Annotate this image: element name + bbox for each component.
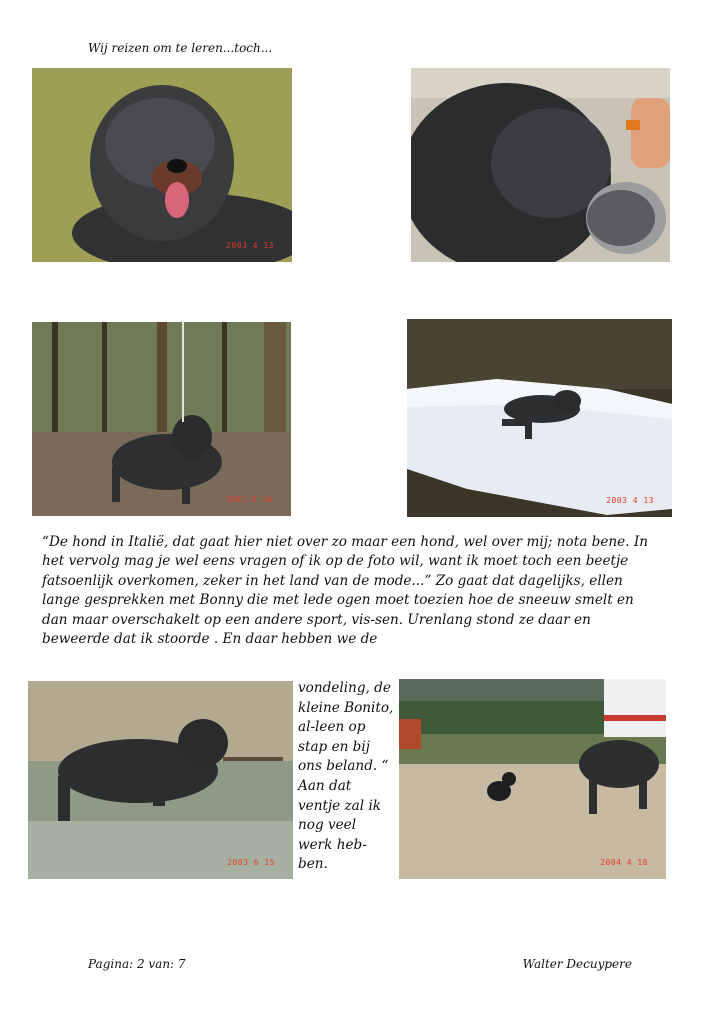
photo-dog-puppy: [399, 679, 666, 879]
photo-dog-grass: [32, 68, 292, 262]
photo-dog-puppy-image: [399, 679, 666, 879]
author-name: Walter Decuypere: [522, 957, 632, 971]
page-header: Wij reizen om te leren...toch...: [88, 41, 273, 55]
photo-dog-water-image: [28, 681, 293, 879]
photo-dog-drinking: [411, 68, 670, 262]
photo-date-stamp: 2004 4 18: [600, 858, 648, 867]
continuation-text: vondeling, de kleine Bonito, al-leen op stap en bij ons beland. “ Aan dat ventje zal ik nog veel werk heb-ben.: [298, 680, 394, 873]
photo-dog-drinking-image: [411, 68, 670, 262]
photo-dog-forest: [32, 322, 291, 516]
photo-dog-water: [28, 681, 293, 879]
page-number: Pagina: 2 van: 7: [88, 957, 186, 971]
photo-dog-snow: [407, 319, 672, 517]
photo-dog-snow-image: [407, 319, 672, 517]
photo-date-stamp: 2003 6 15: [227, 858, 275, 867]
story-text: “De hond in Italië, dat gaat hier niet over zo maar een hond, wel over mij; nota bene. In het vervolg mag je wel eens vragen of ik op de foto wil, want ik moet toch een beetje fatsoenlijk overkomen, zeker in het land van de mode...” Zo gaat dat dagelijks, ellen lange gesprekken met Bonny die met lede ogen moet toezien hoe de sneeuw smelt en dan maar overschakelt op een andere sport, vis-sen. Urenlang stond ze daar en beweerde dat ik stoorde . En daar hebben we de: [42, 534, 648, 648]
photo-dog-forest-image: [32, 322, 291, 516]
photo-date-stamp: 2003 6 14: [225, 495, 273, 504]
story-paragraph: [42, 533, 662, 649]
photo-date-stamp: 2003 4 13: [606, 496, 654, 505]
photo-dog-grass-image: [32, 68, 292, 262]
photo-date-stamp: 2003 4 13: [226, 241, 274, 250]
